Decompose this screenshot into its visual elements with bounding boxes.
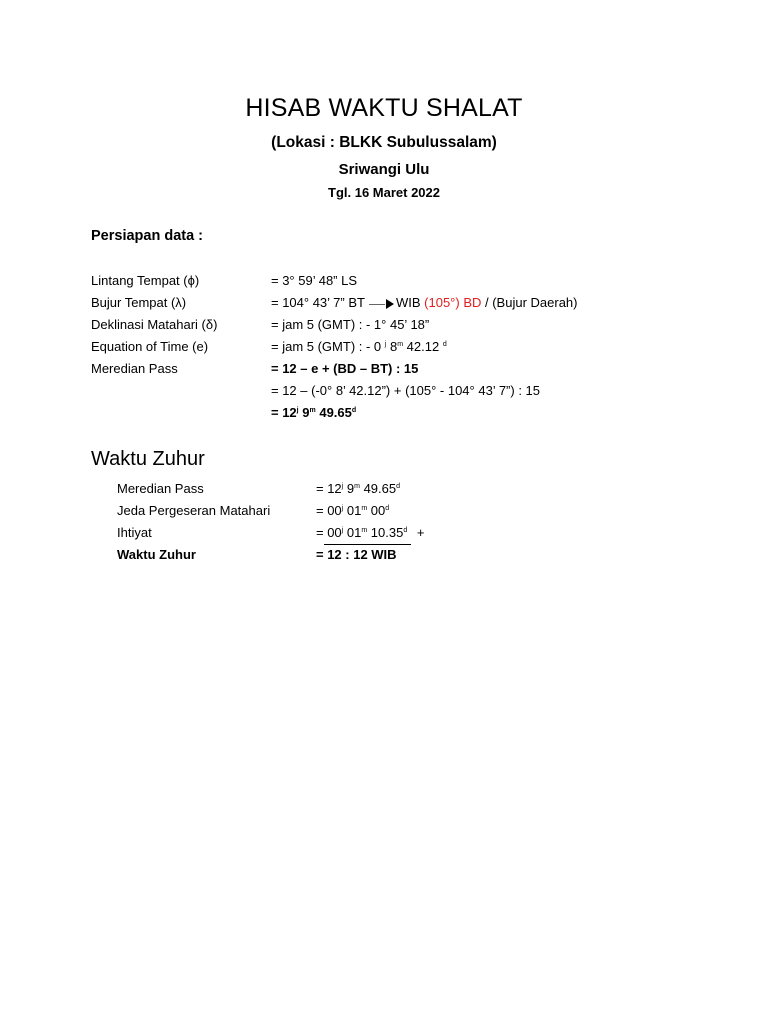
- ihtiyat-sup-j: j: [341, 527, 344, 534]
- zuhur-mp-m: 9: [346, 481, 355, 496]
- latitude-value: = 3° 59’ 48” LS: [271, 273, 358, 288]
- zuhur-mp-s: 49.65: [363, 481, 397, 496]
- longitude-value-line: [271, 295, 577, 311]
- declination-label: Deklinasi Matahari (δ): [91, 317, 218, 332]
- zuhur-heading: Waktu Zuhur: [91, 448, 205, 470]
- ihtiyat-h: = 00: [316, 525, 342, 540]
- longitude-wib: WIB: [395, 295, 421, 310]
- jeda-label: Jeda Pergeseran Matahari: [117, 503, 271, 518]
- ihtiyat-s: 10.35: [370, 525, 404, 540]
- eot-sup-d: d: [442, 341, 447, 348]
- eot-value-sec: 42.12: [406, 339, 440, 354]
- jeda-s: 00: [370, 503, 386, 518]
- document-title: HISAB WAKTU SHALAT: [245, 94, 523, 122]
- eot-label: Equation of Time (e): [91, 339, 209, 354]
- date-line: Tgl. 16 Maret 2022: [328, 185, 440, 200]
- location-line: (Lokasi : BLKK Subulussalam): [271, 134, 497, 151]
- zuhur-mp-sup-d: d: [396, 483, 401, 490]
- ihtiyat-value: [316, 525, 424, 541]
- eot-sup-j: j: [384, 341, 387, 348]
- jeda-h: = 00: [316, 503, 342, 518]
- longitude-bd: (105°) BD: [424, 295, 482, 310]
- mp-label: Meredian Pass: [91, 361, 178, 376]
- jeda-value: [316, 503, 389, 519]
- eot-value-line: [271, 339, 447, 355]
- ihtiyat-sup-m: m: [361, 527, 368, 534]
- longitude-label: Bujur Tempat (λ): [91, 295, 187, 310]
- zuhur-mp-sup-j: j: [341, 483, 344, 490]
- zuhur-mp-label: Meredian Pass: [117, 481, 204, 496]
- ihtiyat-m: 01: [346, 525, 362, 540]
- eot-value-main: = jam 5 (GMT) : - 0: [271, 339, 382, 354]
- mp-calc: = 12 – (-0° 8’ 42.12”) + (105° - 104° 43’ 7”) : 15: [271, 383, 541, 398]
- ihtiyat-label: Ihtiyat: [117, 525, 152, 540]
- mp-result-line: [271, 405, 356, 421]
- latitude-label: Lintang Tempat (ϕ): [91, 273, 200, 288]
- longitude-note: / (Bujur Daerah): [485, 295, 578, 310]
- mp-formula: = 12 – e + (BD – BT) : 15: [271, 361, 419, 376]
- zuhur-mp-sup-m: m: [354, 483, 360, 490]
- eot-sup-m: m: [397, 341, 404, 348]
- longitude-value: = 104° 43’ 7” BT: [271, 295, 365, 310]
- ihtiyat-plus: +: [416, 525, 425, 540]
- zuhur-mp-h: = 12: [316, 481, 342, 496]
- jeda-sup-m: m: [361, 505, 368, 512]
- ihtiyat-sup-d: d: [403, 527, 408, 534]
- mp-result-sup-j: j: [296, 407, 299, 414]
- mp-result-sup-d: d: [351, 407, 357, 414]
- mp-result-m: 9: [302, 405, 310, 420]
- jeda-m: 01: [346, 503, 362, 518]
- jeda-sup-d: d: [385, 505, 390, 512]
- mp-result-h: = 12: [271, 405, 297, 420]
- area-line: Sriwangi Ulu: [338, 161, 430, 178]
- declination-value: = jam 5 (GMT) : - 1° 45’ 18”: [271, 317, 430, 332]
- jeda-sup-j: j: [341, 505, 344, 512]
- ihtiyat-underlined: [316, 525, 407, 541]
- mp-result-s: 49.65: [319, 405, 352, 420]
- arrow-right-icon: [369, 299, 395, 309]
- zuhur-result-value: = 12 : 12 WIB: [316, 547, 397, 562]
- zuhur-mp-value: [316, 481, 400, 497]
- zuhur-result-label: Waktu Zuhur: [117, 547, 196, 562]
- mp-result-sup-m: m: [309, 407, 316, 414]
- prep-heading: Persiapan data :: [91, 228, 204, 244]
- eot-value-min: 8: [389, 339, 398, 354]
